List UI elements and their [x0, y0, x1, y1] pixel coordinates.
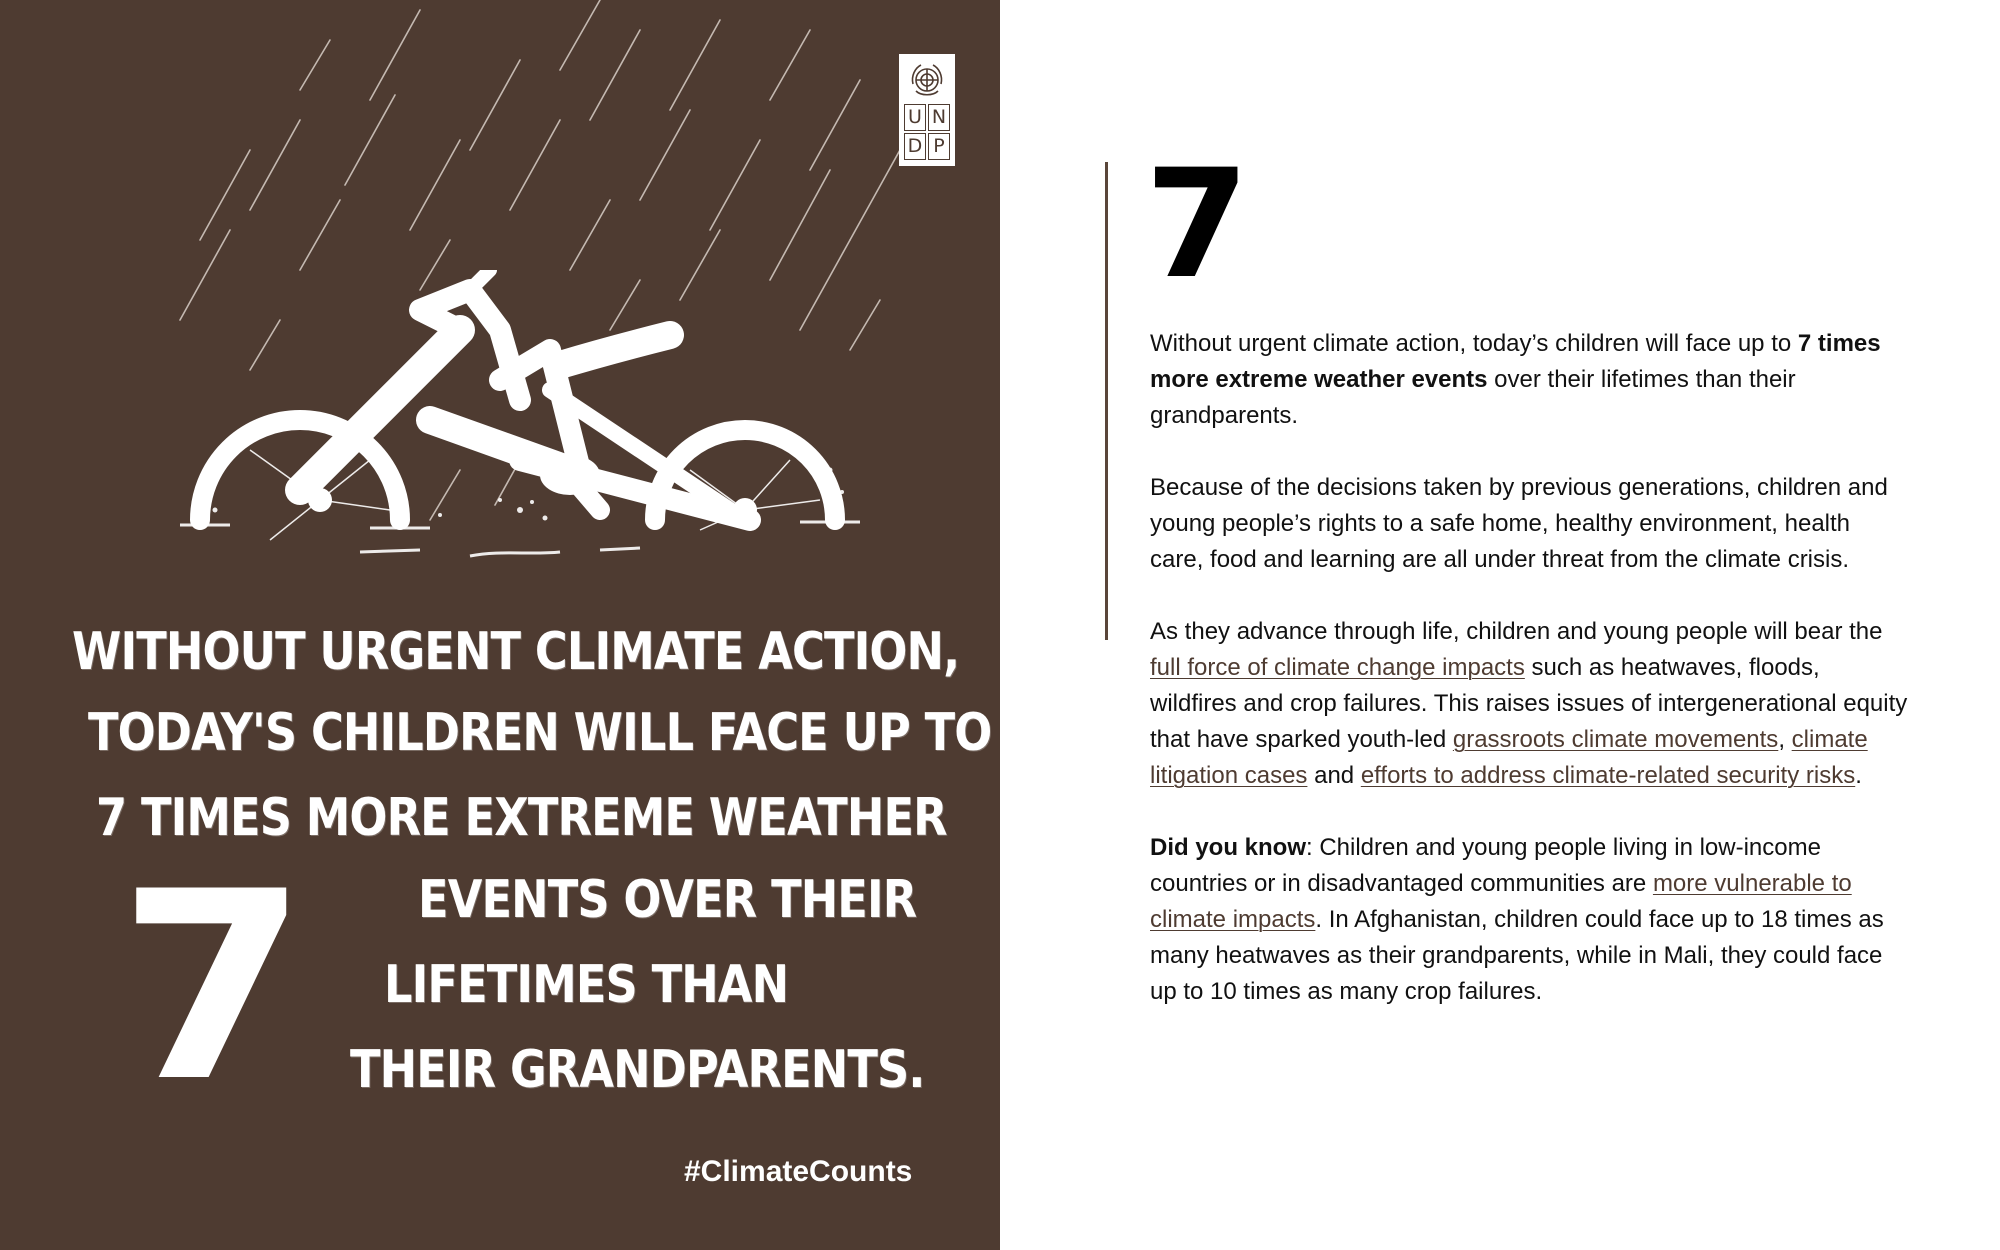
link-litigation-cases[interactable]: climate litigation cases: [1150, 726, 1868, 789]
poster-headline-line: THEIR GRANDPARENTS.: [350, 1040, 925, 1100]
logo-letter-p: P: [928, 133, 950, 160]
paragraph-text: ,: [1778, 726, 1792, 753]
logo-letter-u: U: [904, 104, 926, 131]
un-emblem-icon: [901, 56, 953, 104]
poster-headline-line: LIFETIMES THAN: [384, 955, 789, 1015]
paragraph-text: . In Afghanistan, children could face up to 18 times as many heatwaves as their grandparents, while in Mali, they could face up to 10 times as many crop failures.: [1150, 906, 1884, 1005]
hashtag: #ClimateCounts: [684, 1155, 913, 1188]
paragraph-text: and: [1307, 762, 1361, 789]
poster-headline-line: TODAY'S CHILDREN WILL FACE UP TO: [88, 703, 992, 763]
poster-big-number: 7: [118, 837, 308, 1139]
poster-headline-line: 7 TIMES MORE EXTREME WEATHER: [96, 788, 947, 848]
bold-statistic: 7 times more extreme weather events: [1150, 330, 1881, 393]
paragraph-text: : Children and young people living in low-income countries or in disadvantaged communities are: [1150, 834, 1821, 897]
vertical-divider: [1105, 162, 1108, 640]
logo-letter-d: D: [904, 133, 926, 160]
did-you-know-label: Did you know: [1150, 834, 1306, 861]
paragraph-text: such as heatwaves, floods, wildfires and crop failures. This raises issues of intergenerational equity that have sparked youth-led: [1150, 654, 1908, 753]
poster-headline-line: WITHOUT URGENT CLIMATE ACTION,: [72, 622, 960, 682]
paragraph-text: .: [1855, 762, 1862, 789]
link-climate-impacts[interactable]: full force of climate change impacts: [1150, 654, 1525, 681]
paragraph-text: Without urgent climate action, today’s children will face up to: [1150, 330, 1798, 357]
logo-letter-n: N: [928, 104, 950, 131]
paragraph-text: over their lifetimes than their grandparents.: [1150, 366, 1796, 429]
undp-logo: [899, 54, 955, 166]
poster-headline-line: EVENTS OVER THEIR: [418, 870, 917, 930]
paragraph-intro: [1150, 326, 1910, 434]
link-grassroots-movements[interactable]: grassroots climate movements: [1452, 726, 1779, 753]
article-big-number: 7: [1145, 138, 1250, 312]
link-security-risks[interactable]: efforts to address climate-related security risks: [1360, 762, 1856, 789]
paragraph-rights: Because of the decisions taken by previous generations, children and young people’s rights to a safe home, healthy environment, health care, food and learning are all under threat from the climate crisis.: [1150, 474, 1888, 573]
paragraph-impacts: [1150, 614, 1910, 794]
article-body: [1150, 326, 1910, 1046]
paragraph-did-you-know: [1150, 830, 1910, 1010]
link-vulnerable-impacts[interactable]: more vulnerable to climate impacts: [1150, 870, 1852, 933]
paragraph-text: As they advance through life, children and young people will bear the: [1150, 618, 1883, 645]
flooded-bicycle-illustration: [170, 270, 870, 590]
